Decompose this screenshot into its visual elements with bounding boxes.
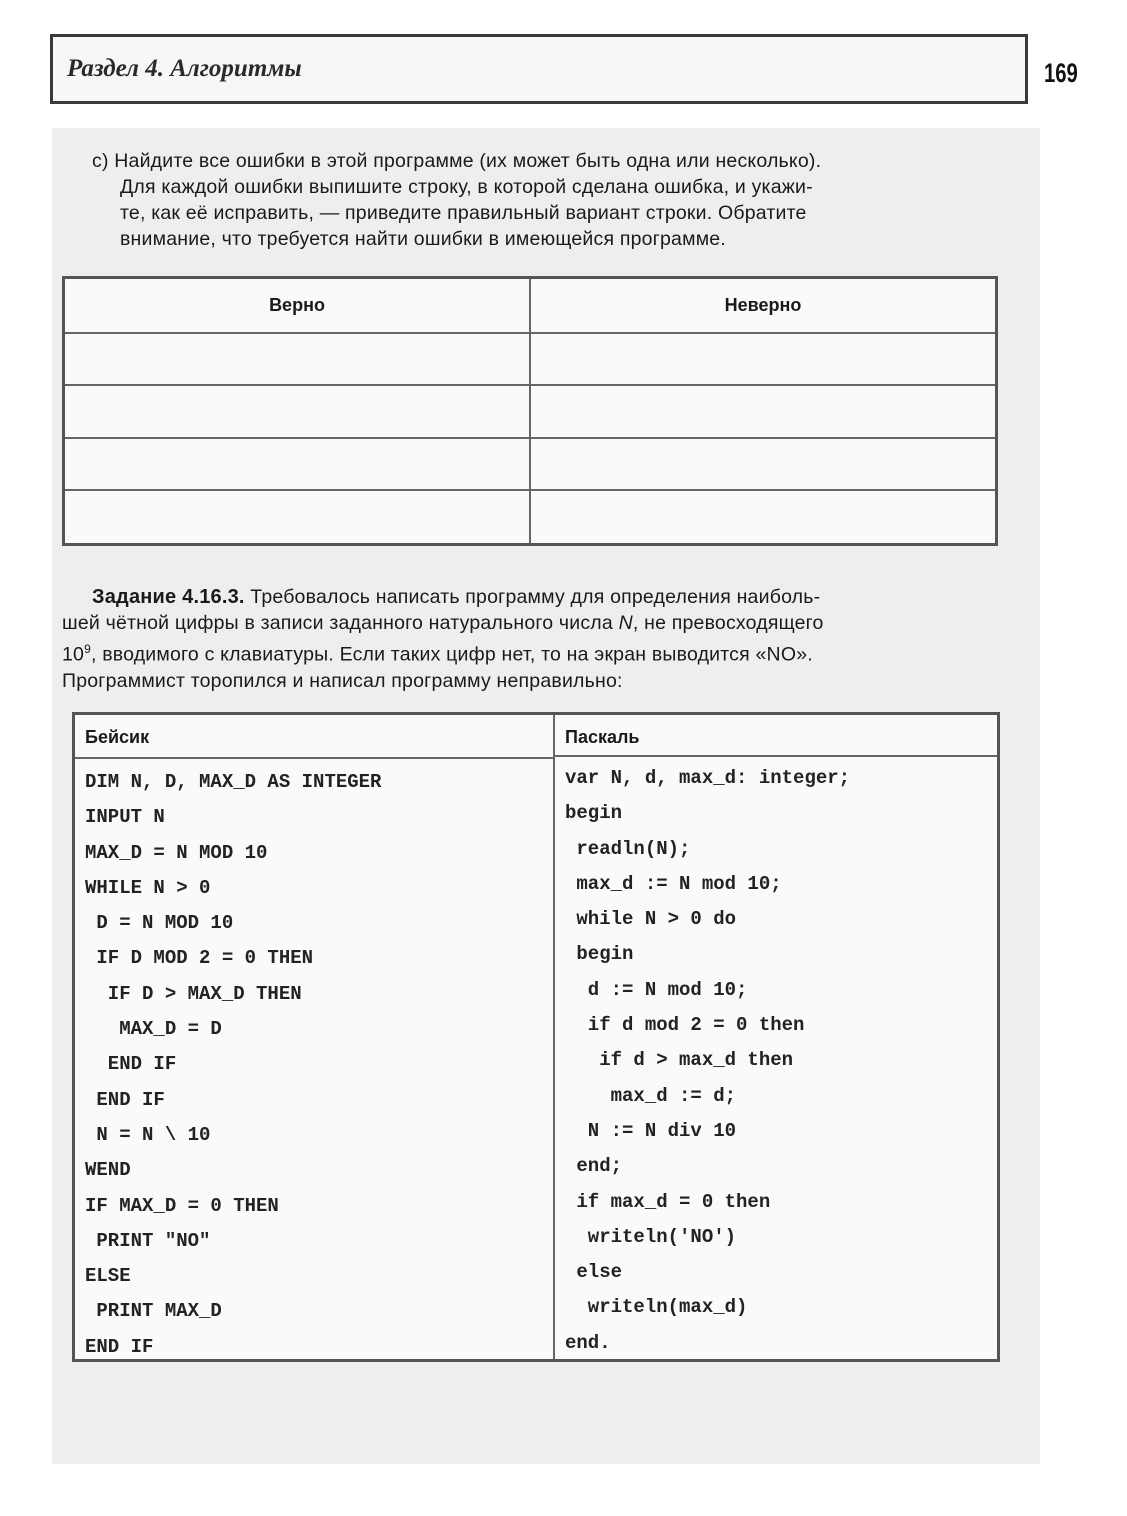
code-line: writeln('NO') bbox=[565, 1225, 737, 1248]
code-line: if d mod 2 = 0 then bbox=[565, 1014, 805, 1037]
code-line: end. bbox=[565, 1331, 611, 1354]
code-line: N = N \ 10 bbox=[85, 1123, 211, 1146]
column-divider bbox=[553, 715, 555, 1359]
code-line: if max_d = 0 then bbox=[565, 1190, 771, 1213]
section-header bbox=[50, 34, 1028, 104]
code-line: MAX_D = N MOD 10 bbox=[85, 841, 268, 864]
basic-header: Бейсик bbox=[85, 726, 150, 747]
answer-cell[interactable] bbox=[531, 439, 995, 491]
code-line: END IF bbox=[85, 1088, 165, 1111]
task2-line-4: Программист торопился и написал программу неправильно: bbox=[62, 669, 623, 692]
code-line: end; bbox=[565, 1155, 623, 1178]
power-base: 10 bbox=[62, 643, 85, 666]
answer-table bbox=[62, 276, 998, 546]
code-line: while N > 0 do bbox=[565, 908, 737, 931]
task2-text: Требовалось написать программу для определения наиболь- bbox=[244, 586, 821, 608]
code-line: var N, d, max_d: integer; bbox=[565, 767, 851, 789]
col-incorrect-header: Неверно bbox=[531, 279, 995, 334]
task2-text: , вводимого с клавиатуры. Если таких цифр нет, то на экран выводится «NO». bbox=[90, 643, 813, 666]
task-c-text bbox=[92, 148, 1000, 252]
code-line: D = N MOD 10 bbox=[85, 912, 234, 935]
col-correct-header: Верно bbox=[65, 279, 531, 334]
code-line: DIM N, D, MAX_D AS INTEGER bbox=[85, 771, 382, 793]
code-line: IF D > MAX_D THEN bbox=[85, 982, 302, 1005]
task2-line-2 bbox=[62, 610, 1002, 636]
task-c-line: Для каждой ошибки выпишите строку, в которой сделана ошибка, и укажи- bbox=[120, 176, 813, 198]
code-line: INPUT N bbox=[85, 806, 165, 829]
code-line: d := N mod 10; bbox=[565, 978, 748, 1001]
code-line: PRINT MAX_D bbox=[85, 1300, 222, 1323]
answer-cell[interactable] bbox=[531, 491, 995, 543]
code-line: WEND bbox=[85, 1159, 131, 1182]
code-line: else bbox=[565, 1261, 623, 1284]
power-exponent: 9 bbox=[84, 642, 91, 656]
code-line: ELSE bbox=[85, 1265, 131, 1288]
pascal-code bbox=[565, 761, 995, 1359]
basic-code bbox=[85, 765, 545, 1359]
pascal-header: Паскаль bbox=[565, 726, 640, 747]
variable-n: N bbox=[618, 612, 633, 634]
code-line: begin bbox=[565, 943, 634, 966]
code-line: if d > max_d then bbox=[565, 1049, 794, 1072]
task-c-line: те, как её исправить, — приведите правильный вариант строки. Обратите bbox=[120, 202, 807, 224]
task-4-16-3-text bbox=[62, 584, 1002, 694]
code-line: END IF bbox=[85, 1335, 154, 1358]
answer-cell[interactable] bbox=[531, 386, 995, 438]
section-title: Раздел 4. Алгоритмы bbox=[67, 55, 302, 82]
task2-line-1 bbox=[62, 584, 1002, 610]
code-line: MAX_D = D bbox=[85, 1018, 222, 1041]
task-c-line: с) Найдите все ошибки в этой программе (их может быть одна или несколько). bbox=[92, 150, 822, 172]
task2-line-3 bbox=[62, 636, 1002, 668]
code-line: IF MAX_D = 0 THEN bbox=[85, 1194, 279, 1217]
code-line: writeln(max_d) bbox=[565, 1296, 748, 1319]
answer-cell[interactable] bbox=[65, 386, 531, 438]
answer-cell[interactable] bbox=[65, 439, 531, 491]
answer-cell[interactable] bbox=[65, 334, 531, 386]
task2-text: шей чётной цифры в записи заданного натурального числа bbox=[62, 612, 619, 634]
code-line: max_d := N mod 10; bbox=[565, 872, 782, 895]
code-line: begin bbox=[565, 802, 623, 825]
code-line: N := N div 10 bbox=[565, 1119, 737, 1142]
code-line: WHILE N > 0 bbox=[85, 876, 211, 899]
code-line: END IF bbox=[85, 1053, 177, 1076]
answer-cell[interactable] bbox=[65, 491, 531, 543]
task-label: Задание 4.16.3. bbox=[92, 586, 245, 608]
code-table bbox=[72, 712, 1000, 1362]
code-line: IF D MOD 2 = 0 THEN bbox=[85, 947, 314, 970]
page-number: 169 bbox=[1044, 58, 1078, 88]
answer-cell[interactable] bbox=[531, 334, 995, 386]
task-c-line: внимание, что требуется найти ошибки в имеющейся программе. bbox=[120, 228, 726, 250]
code-line: PRINT "NO" bbox=[85, 1229, 211, 1252]
task2-text: , не превосходящего bbox=[632, 612, 824, 634]
code-line: readln(N); bbox=[565, 837, 691, 860]
code-line: max_d := d; bbox=[565, 1084, 737, 1107]
